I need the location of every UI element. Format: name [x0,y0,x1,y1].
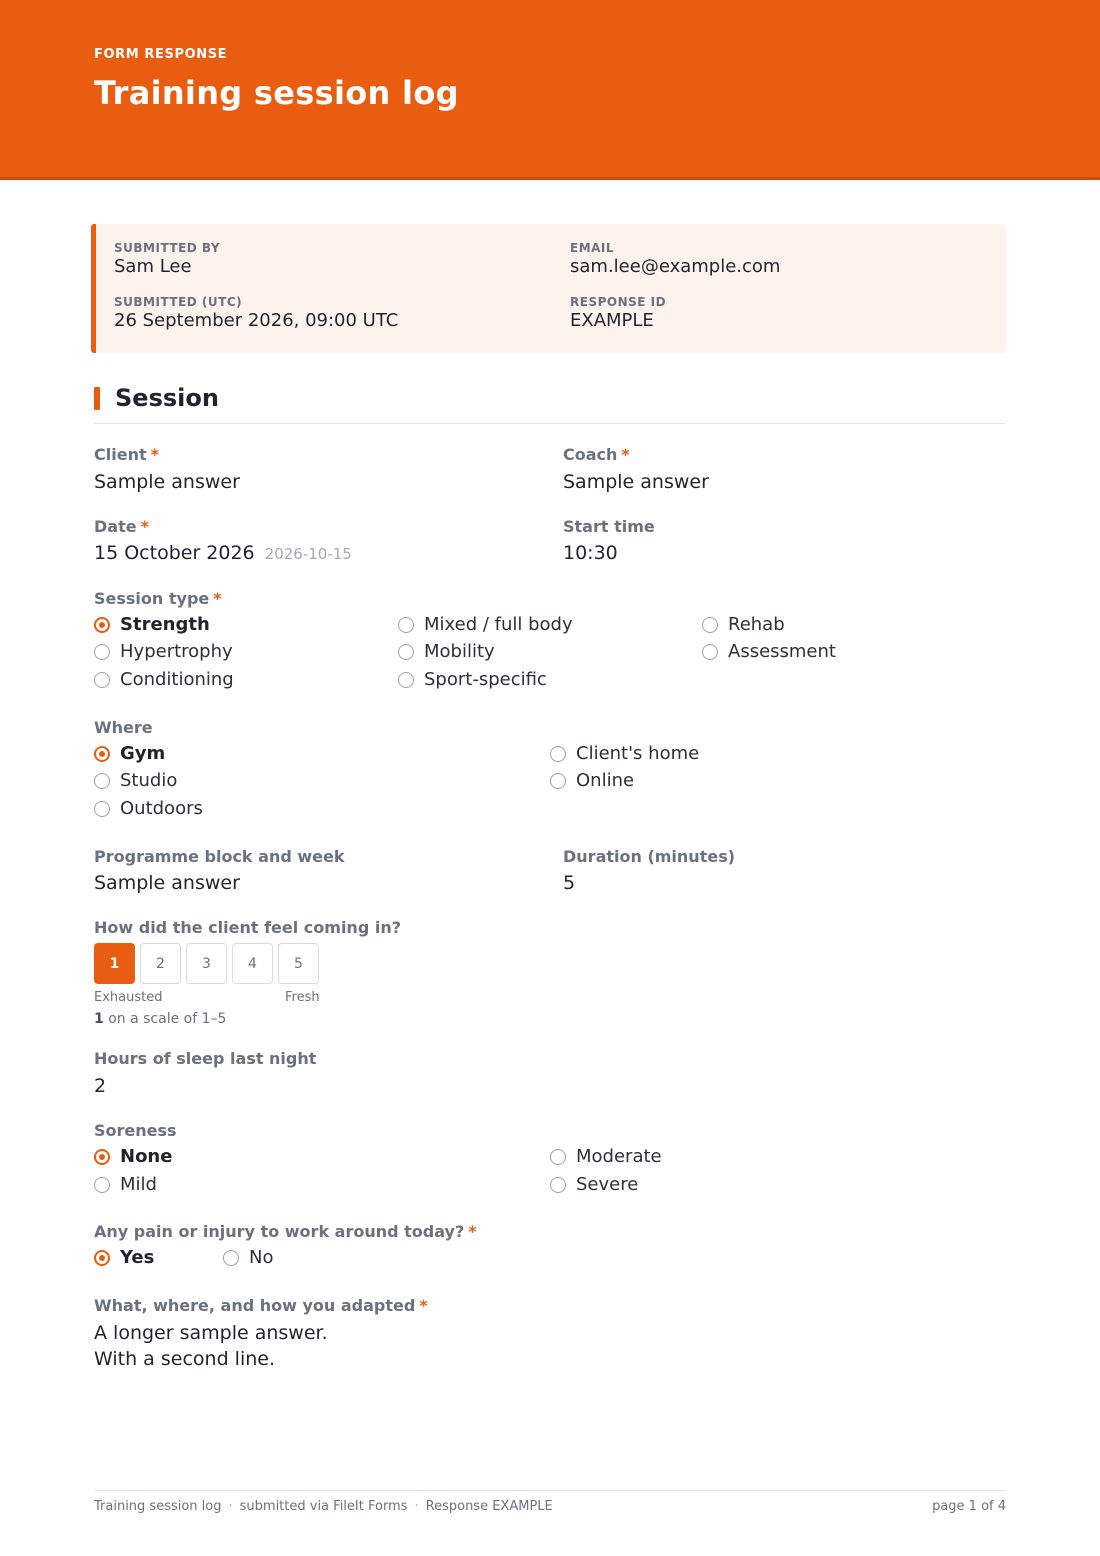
form-response-eyebrow: FORM RESPONSE [94,47,228,62]
soreness-option-mild[interactable]: Mild [94,1174,157,1195]
coach-answer: Sample answer [563,471,709,493]
pain-question: Any pain or injury to work around today? * [94,1222,477,1241]
footer-response: Response EXAMPLE [425,1499,553,1514]
footer-form-name: Training session log [94,1499,222,1514]
date-question: Date * [94,517,149,536]
required-marker: * [468,1222,477,1241]
submitted-by-value: Sam Lee [114,256,192,277]
date-iso: 2026-10-15 [264,545,352,563]
footer-via: submitted via FileIt Forms [239,1499,408,1514]
radio-icon [550,1149,566,1165]
required-marker: * [621,445,630,464]
start-time-answer: 10:30 [563,542,618,564]
programme-question: Programme block and week [94,847,345,866]
client-answer: Sample answer [94,471,240,493]
rating-option-3[interactable]: 3 [186,943,227,984]
section-title: Session [115,384,219,412]
email-value: sam.lee@example.com [570,256,781,277]
submitted-by [114,241,220,277]
radio-icon [702,617,718,633]
rating-option-2[interactable]: 2 [140,943,181,984]
radio-icon [398,617,414,633]
date-answer: 15 October 2026 2026-10-15 [94,542,352,564]
response-id-label: RESPONSE ID [570,295,667,309]
submission-meta-panel [91,224,1006,353]
submitted-utc-label: SUBMITTED (UTC) [114,295,243,309]
page-footer [94,1490,1006,1514]
rating-option-4[interactable]: 4 [232,943,273,984]
radio-icon [702,644,718,660]
sleep-answer: 2 [94,1075,107,1097]
adapted-answer-line: A longer sample answer. [94,1322,328,1344]
programme-answer: Sample answer [94,872,240,894]
response-id [570,295,666,331]
where-option-clients-home[interactable]: Client's home [550,743,699,764]
radio-icon [398,672,414,688]
feel-question: How did the client feel coming in? [94,918,401,937]
pain-option-yes[interactable]: Yes [94,1247,154,1268]
pain-option-no[interactable]: No [223,1247,273,1268]
scale-high-label: Fresh [285,990,320,1005]
where-question: Where [94,718,153,737]
where-option-outdoors[interactable]: Outdoors [94,798,203,819]
radio-icon [550,1177,566,1193]
adapted-answer-line: With a second line. [94,1348,275,1370]
session-type-option-rehab[interactable]: Rehab [702,614,785,635]
radio-selected-icon [94,617,110,633]
radio-icon [94,1177,110,1193]
radio-icon [550,773,566,789]
radio-icon [398,644,414,660]
client-question: Client * [94,445,159,464]
adapted-question: What, where, and how you adapted * [94,1296,428,1315]
response-id-value: EXAMPLE [570,310,654,331]
scale-summary: 1 on a scale of 1–5 [94,1011,227,1027]
session-type-option-assessment[interactable]: Assessment [702,641,836,662]
radio-selected-icon [94,1250,110,1266]
duration-answer: 5 [563,872,576,894]
email-label: EMAIL [570,241,615,255]
scale-low-label: Exhausted [94,990,163,1005]
section-header [94,384,1006,424]
footer-separator: · [414,1499,419,1514]
soreness-option-moderate[interactable]: Moderate [550,1146,662,1167]
session-type-option-hypertrophy[interactable]: Hypertrophy [94,641,233,662]
where-option-studio[interactable]: Studio [94,770,177,791]
coach-question: Coach * [563,445,630,464]
session-type-option-sport-specific[interactable]: Sport-specific [398,669,547,690]
footer-separator: · [228,1499,233,1514]
submitted-utc [114,295,398,331]
sleep-question: Hours of sleep last night [94,1049,317,1068]
required-marker: * [150,445,159,464]
required-marker: * [213,589,222,608]
submitted-utc-value: 26 September 2026, 09:00 UTC [114,310,399,331]
footer-page-number: page 1 of 4 [932,1499,1006,1514]
adapted-answer [94,1320,328,1372]
radio-icon [550,746,566,762]
radio-selected-icon [94,1149,110,1165]
email [570,241,780,277]
radio-icon [94,773,110,789]
soreness-option-severe[interactable]: Severe [550,1174,638,1195]
section-accent-bar [94,387,100,410]
submitted-by-label: SUBMITTED BY [114,241,221,255]
header-banner [0,0,1100,180]
session-type-option-strength[interactable]: Strength [94,614,210,635]
where-option-online[interactable]: Online [550,770,634,791]
radio-icon [94,801,110,817]
session-type-option-conditioning[interactable]: Conditioning [94,669,234,690]
radio-icon [94,644,110,660]
duration-question: Duration (minutes) [563,847,736,866]
start-time-question: Start time [563,517,655,536]
soreness-option-none[interactable]: None [94,1146,172,1167]
session-type-option-mixed[interactable]: Mixed / full body [398,614,573,635]
radio-selected-icon [94,746,110,762]
footer-info [94,1499,1006,1514]
required-marker: * [140,517,149,536]
rating-option-5[interactable]: 5 [278,943,319,984]
page-title: Training session log [94,74,459,112]
feel-rating-scale [94,943,319,984]
session-type-option-mobility[interactable]: Mobility [398,641,495,662]
session-type-question: Session type * [94,589,222,608]
rating-option-1[interactable]: 1 [94,943,135,984]
radio-icon [223,1250,239,1266]
radio-icon [94,672,110,688]
where-option-gym[interactable]: Gym [94,743,165,764]
soreness-question: Soreness [94,1121,177,1140]
required-marker: * [419,1296,428,1315]
